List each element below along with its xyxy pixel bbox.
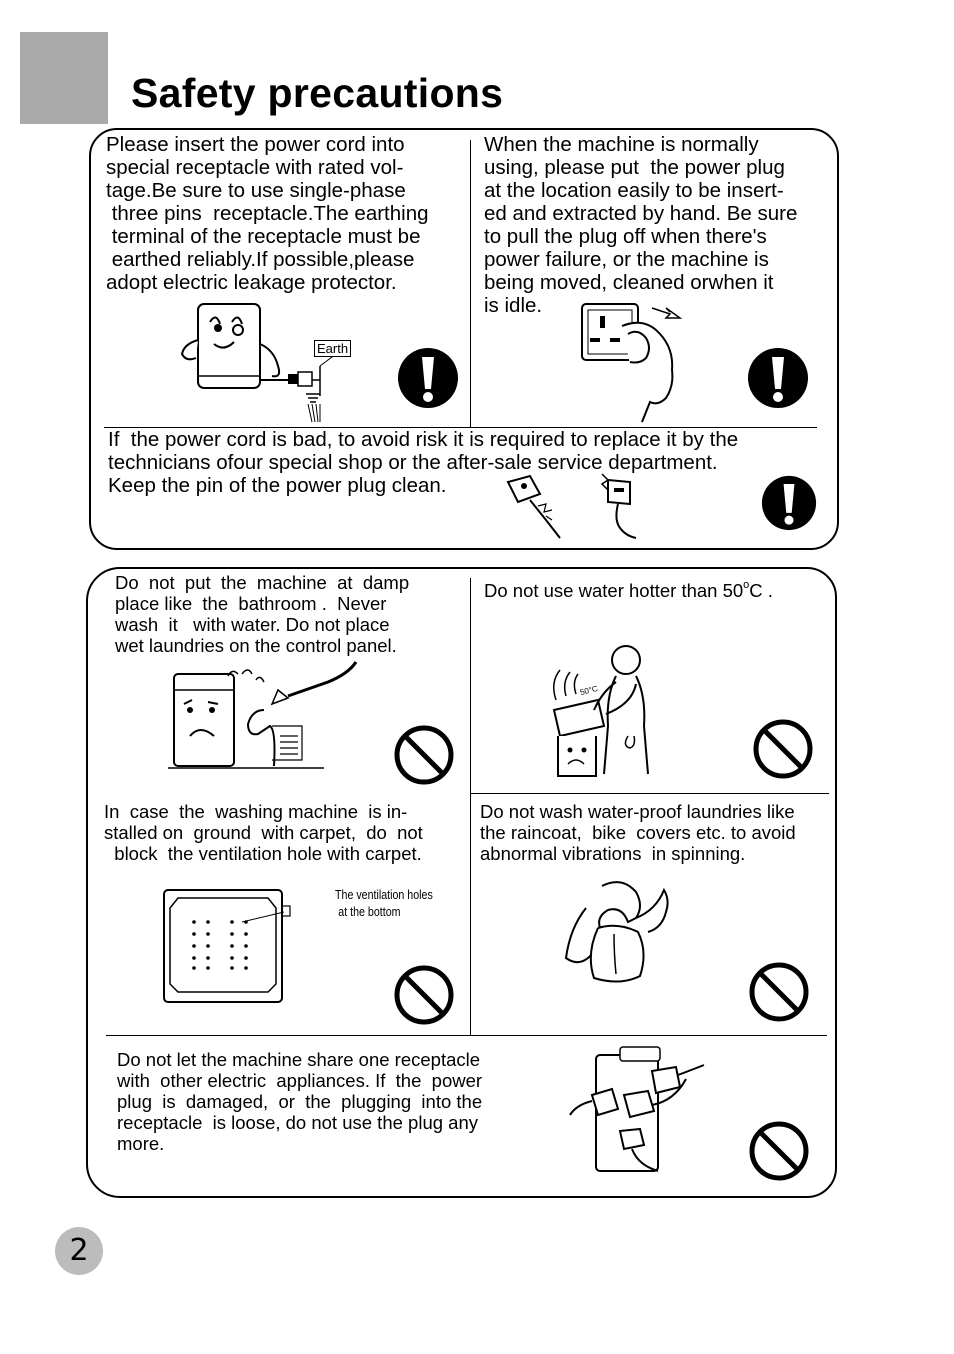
page-number: 2 xyxy=(55,1227,103,1275)
ventilation-label-line: at the bottom xyxy=(338,904,401,919)
prohibition-icon xyxy=(393,964,455,1026)
warning-exclamation-icon xyxy=(397,347,459,409)
damaged-plug-illustration xyxy=(500,470,650,542)
panel2-divider-horizontal xyxy=(106,1035,827,1036)
wet-washer-illustration xyxy=(168,656,360,772)
warning-exclamation-icon xyxy=(761,474,817,532)
power-cord-instruction: Please insert the power cord into special receptacle with rated vol- tage.Be sure to use single-phase three pins receptacle.The earthing terminal of the receptacle must be earthed reliably.If possible,please adopt electric leakage protector. xyxy=(106,133,429,294)
panel1-divider-vertical xyxy=(470,140,471,427)
panel2-divider-horizontal xyxy=(470,793,829,794)
raincoat-illustration xyxy=(562,878,672,986)
damp-place-instruction: Do not put the machine at damp place like the bathroom . Never wash it with water. Do not place wet laundries on the control panel. xyxy=(115,572,410,656)
power-plug-instruction: When the machine is normally using, please put the power plug at the location easily to be insert- ed and extracted by hand. Be sure to pull the plug off when there's power failure, or the machine is being moved, cleaned orwhen it is idle. xyxy=(484,133,798,317)
thermometer-label: 50°C xyxy=(579,683,599,698)
carpet-instruction: In case the washing machine is in- stalled on ground with carpet, do not block the ventilation hole with carpet. xyxy=(104,801,423,864)
header-gray-block xyxy=(20,32,108,124)
warning-exclamation-icon xyxy=(747,347,809,409)
prohibition-icon xyxy=(752,718,814,780)
waterproof-laundry-instruction: Do not wash water-proof laundries like the raincoat, bike covers etc. to avoid abnormal vibrations in spinning. xyxy=(480,801,796,864)
ventilation-label-line: The ventilation holes xyxy=(335,887,433,902)
prohibition-icon xyxy=(748,1120,810,1182)
overloaded-receptacle-illustration xyxy=(568,1045,704,1179)
page-title: Safety precautions xyxy=(131,70,504,116)
washer-bottom-vent-illustration xyxy=(162,888,292,1006)
ventilation-holes-label xyxy=(335,886,433,920)
prohibition-icon xyxy=(393,724,455,786)
earth-label: Earth xyxy=(314,340,351,357)
grounded-washer-illustration xyxy=(178,300,358,425)
unplugging-hand-illustration xyxy=(578,300,698,422)
panel2-divider-vertical xyxy=(470,578,471,1035)
prohibition-icon xyxy=(748,961,810,1023)
hot-water-illustration xyxy=(546,640,652,780)
hot-water-instruction: Do not use water hotter than 50$^o$C . xyxy=(484,579,773,601)
shared-receptacle-instruction: Do not let the machine share one receptacle with other electric appliances. If the power plug is damaged, or the plugging into the receptacle is loose, do not use the plug any more. xyxy=(117,1049,483,1154)
bad-cord-instruction: If the power cord is bad, to avoid risk it is required to replace it by the technicians ofour special shop or the after-sale service department. Keep the pin of the power plug clean. xyxy=(108,428,739,497)
